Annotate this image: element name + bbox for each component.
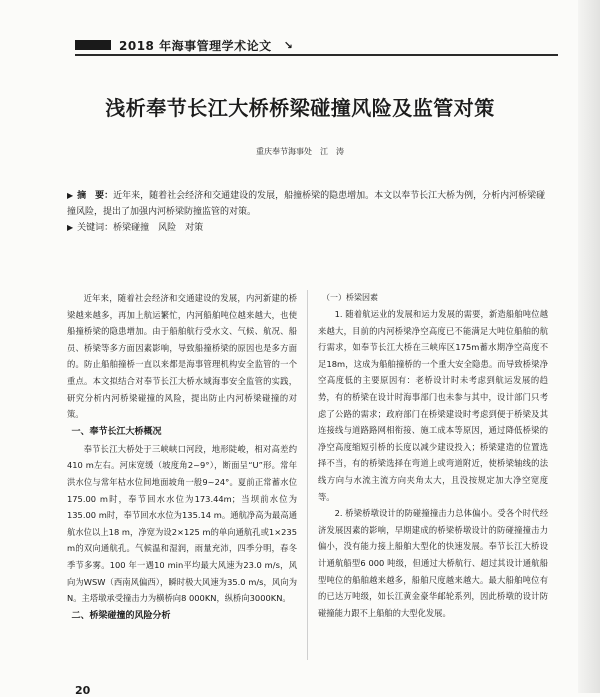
page-number: 20: [75, 684, 91, 697]
paper-title: 浅析奉节长江大桥桥梁碰撞风险及监管对策: [105, 96, 495, 120]
bridge-factor-paragraph-2: 2. 桥梁桥墩设计的防碰撞撞击力总体偏小。受各个时代经济发展因素的影响，早期建成的桥梁桥墩设计的防碰撞撞击力偏小，没有能力接上船舶大型化的快速发展。奉节长江大桥设计通航船型6 000 吨级，但通过大桥航行、超过其设计通航船型吨位的船舶越来越多，船舶尺度越来越大。最大船舶吨位有的已达万吨级，如长江黄金豪华邮轮系列，因此桥墩的设计防碰撞能力跟不上船舶的大型化发展。: [318, 508, 548, 618]
download-arrow-icon: ↘: [283, 38, 293, 52]
keywords-label: 关键词：: [77, 223, 114, 233]
section-heading-risk: 二、桥梁碰撞的风险分析: [71, 610, 171, 621]
overview-paragraph: 奉节长江大桥处于三峡峡口河段，地形陡峻，相对高差约410 m左右。河床宽缓（坡度角2~9°），断面呈“U”形。常年洪水位与常年枯水位间地面坡角一般9~24°。夏前正常蓄水位175.00 m时，奉节回水水位为173.44m；当坝前水位为135.00 m时，奉节回水水位为135.14 m。通航净高为最高通航水位以上18 m，净宽为设2×125 m的单向通航孔或1×235 m的双向通航孔。气候温和湿润，雨量充沛，四季分明，春冬季节多雾。100 年一遇10 min平均最大风速为23.0 m/s，风向为WSW（西南风偏西），瞬时极大风速为35.0 m/s，风向为N。主塔墩承受撞击力为横桥向8 000KN，纵桥向3000KN。: [67, 443, 297, 604]
keywords-line: [67, 220, 547, 236]
header-title: 2018 年海事管理学术论文: [119, 38, 272, 53]
intro-paragraph: 近年来，随着社会经济和交通建设的发展，内河新建的桥梁越来越多，再加上航运繁忙，内河船舶吨位越来越大，也使船撞桥梁的隐患增加。由于船舶航行受水文、气候、航况、船员、桥梁等多方面因素影响，导致船撞桥梁的原因也是多方面的。防止船舶撞桥一直以来都是海事管理机构安全监管的一个重点。本文拟结合对奉节长江大桥水域海事安全监管的实践，研究分析内河桥梁碰撞的风险，提出防止内河桥梁碰撞的对策。: [67, 293, 297, 420]
abstract-label: 摘 要：: [77, 191, 114, 201]
abstract-paragraph: [67, 188, 547, 220]
left-column: [67, 290, 297, 625]
header-bar: [75, 40, 111, 50]
author-line: 重庆奉节海事处 江 涛: [256, 147, 344, 156]
triangle-bullet-icon: ▶: [67, 223, 74, 232]
right-column: [318, 290, 548, 621]
triangle-bullet-icon: ▶: [67, 191, 74, 200]
abstract-text: 近年来，随着社会经济和交通建设的发展，船撞桥梁的隐患增加。本文以奉节长江大桥为例，分析内河桥梁碰撞风险，提出了加强内河桥梁防撞监管的对策。: [67, 191, 546, 217]
bridge-factor-paragraph-1: 1. 随着航运业的发展和运力发展的需要，新造船舶吨位越来越大，目前的内河桥梁净空高度已不能满足大吨位船舶的航行需求，如奉节长江大桥在三峡库区175m蓄水期净空高度不足18m，这成为船舶撞桥的一个重大安全隐患。而导致桥梁净空高度低的主要原因有：老桥设计时未考虑到航运发展的趋势，有的桥梁在设计时海事部门也未参与其中，设计部门只考虑了公路的需求；政府部门在桥梁建设时考虑到便于桥梁及其连接线与道路路网相衔接、施工成本等原因，通过降低桥梁的净空高度缩短引桥的长度以减少建设投入；桥梁建造的位置选择不当，有的桥梁选择在弯道上或弯道附近，使桥梁轴线的法线方向与水流主流方向夹角太大，且没按规定加大净空宽度等。: [318, 309, 548, 502]
header-rule: [75, 54, 558, 56]
abstract: [67, 188, 547, 236]
section-heading-overview: 一、奉节长江大桥概况: [71, 426, 162, 437]
keywords-text: 桥梁碰撞 风险 对策: [113, 223, 204, 233]
subsection-heading: （一）桥梁因素: [322, 293, 378, 302]
running-header: [75, 35, 293, 55]
column-divider: [307, 290, 308, 660]
